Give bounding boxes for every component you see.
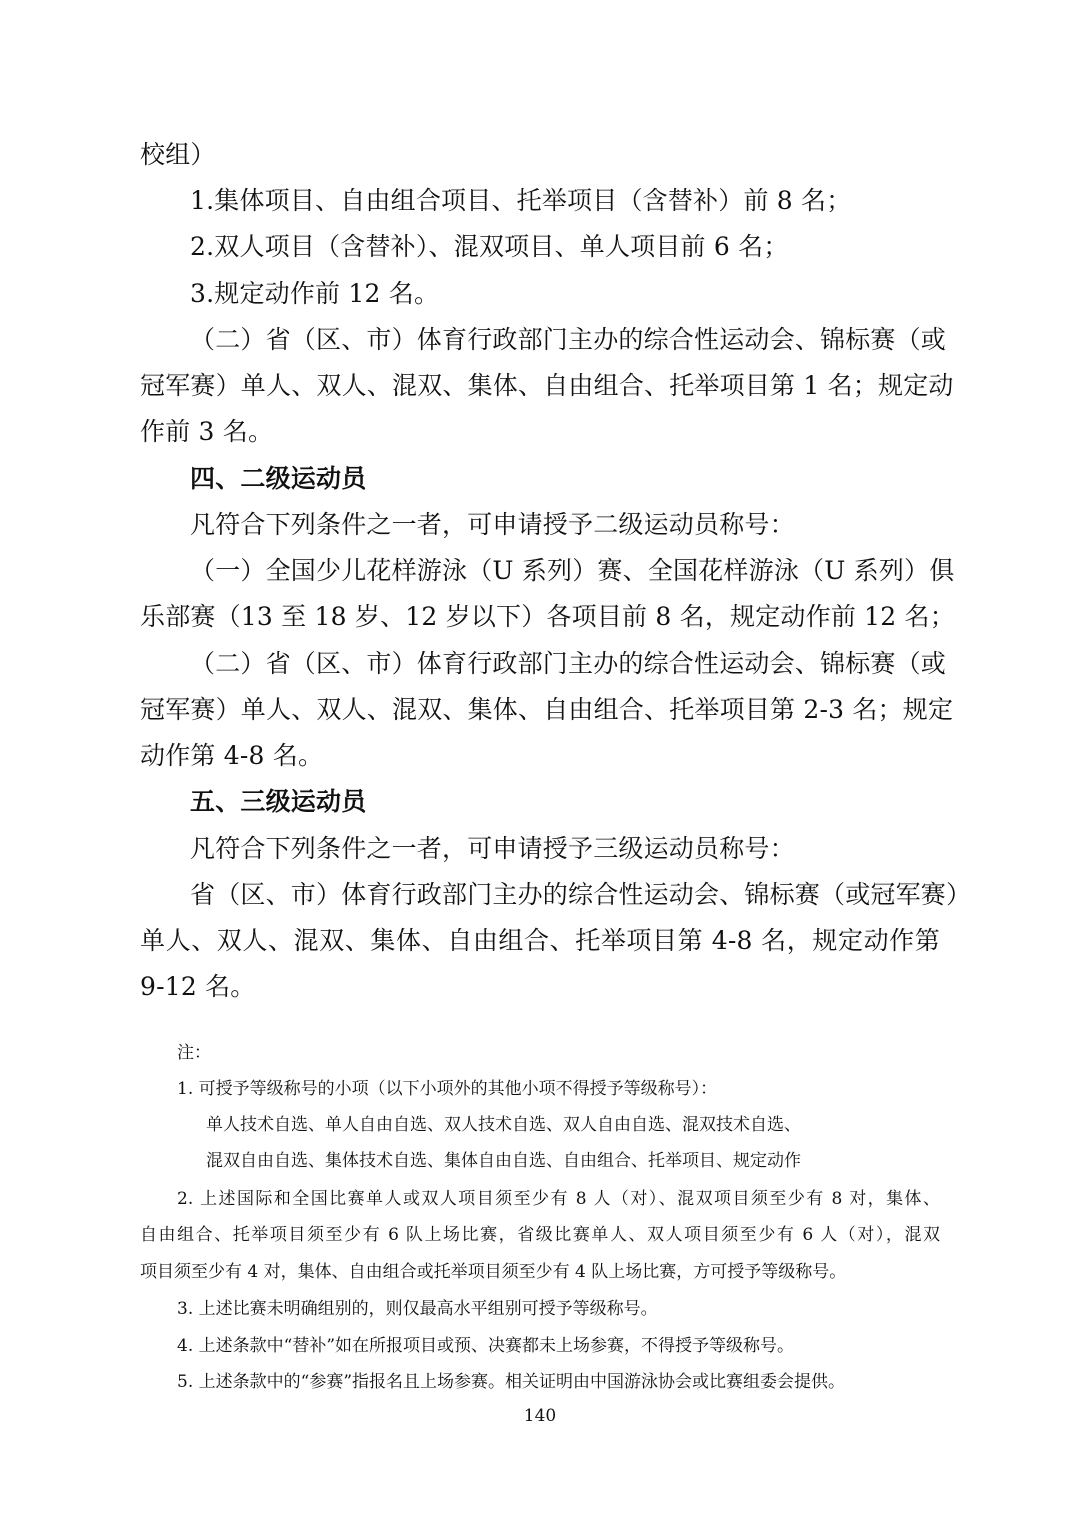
section-heading: 四、二级运动员 bbox=[190, 464, 367, 493]
note-item: 3. 上述比赛未明确组别的，则仅最高水平组别可授予等级称号。 bbox=[177, 1299, 658, 1319]
body-line: 省（区、市）体育行政部门主办的综合性运动会、锦标赛（或冠军赛） bbox=[190, 880, 972, 909]
notes-label: 注： bbox=[177, 1043, 211, 1063]
body-line: 1.集体项目、自由组合项目、托举项目（含替补）前 8 名； bbox=[190, 186, 852, 215]
note-item: 1. 可授予等级称号的小项（以下小项外的其他小项不得授予等级称号）： bbox=[177, 1079, 718, 1099]
note-item: 4. 上述条款中“替补”如在所报项目或预、决赛都未上场参赛，不得授予等级称号。 bbox=[177, 1336, 795, 1356]
note-item: 混双自由自选、集体技术自选、集体自由自选、自由组合、托举项目、规定动作 bbox=[206, 1151, 801, 1171]
body-line: 乐部赛（13 至 18 岁、12 岁以下）各项目前 8 名，规定动作前 12 名； bbox=[140, 602, 955, 631]
body-line: 冠军赛）单人、双人、混双、集体、自由组合、托举项目第 1 名；规定动 bbox=[140, 371, 954, 400]
body-line: 冠军赛）单人、双人、混双、集体、自由组合、托举项目第 2-3 名；规定 bbox=[140, 695, 954, 724]
body-line: 校组） bbox=[140, 140, 216, 169]
note-item: 自由组合、托举项目须至少有 6 队上场比赛，省级比赛单人、双人项目须至少有 6 人（对），混双 bbox=[140, 1225, 940, 1245]
body-line: 3.规定动作前 12 名。 bbox=[190, 279, 440, 308]
body-line: 动作第 4-8 名。 bbox=[140, 741, 324, 770]
body-line: （一）全国少儿花样游泳（U 系列）赛、全国花样游泳（U 系列）俱 bbox=[190, 556, 955, 585]
note-item: 单人技术自选、单人自由自选、双人技术自选、双人自由自选、混双技术自选、 bbox=[206, 1115, 801, 1135]
body-line: 9-12 名。 bbox=[140, 972, 256, 1001]
body-line: 2.双人项目（含替补）、混双项目、单人项目前 6 名； bbox=[190, 232, 789, 261]
body-line: （二）省（区、市）体育行政部门主办的综合性运动会、锦标赛（或 bbox=[190, 325, 947, 354]
body-line: 作前 3 名。 bbox=[140, 417, 274, 446]
note-item: 项目须至少有 4 对，集体、自由组合或托举项目须至少有 4 队上场比赛，方可授予等级称号。 bbox=[140, 1262, 847, 1282]
note-item: 5. 上述条款中的“参赛”指报名且上场参赛。相关证明由中国游泳协会或比赛组委会提供。 bbox=[177, 1372, 846, 1392]
note-item: 2. 上述国际和全国比赛单人或双人项目须至少有 8 人（对）、混双项目须至少有 8 对，集体、 bbox=[177, 1189, 940, 1209]
page-number: 140 bbox=[523, 1406, 557, 1426]
body-line: （二）省（区、市）体育行政部门主办的综合性运动会、锦标赛（或 bbox=[190, 649, 947, 678]
body-line: 单人、双人、混双、集体、自由组合、托举项目第 4-8 名，规定动作第 bbox=[140, 926, 940, 955]
body-line: 凡符合下列条件之一者，可申请授予三级运动员称号： bbox=[190, 834, 795, 863]
body-line: 凡符合下列条件之一者，可申请授予二级运动员称号： bbox=[190, 510, 795, 539]
section-heading: 五、三级运动员 bbox=[190, 787, 367, 816]
